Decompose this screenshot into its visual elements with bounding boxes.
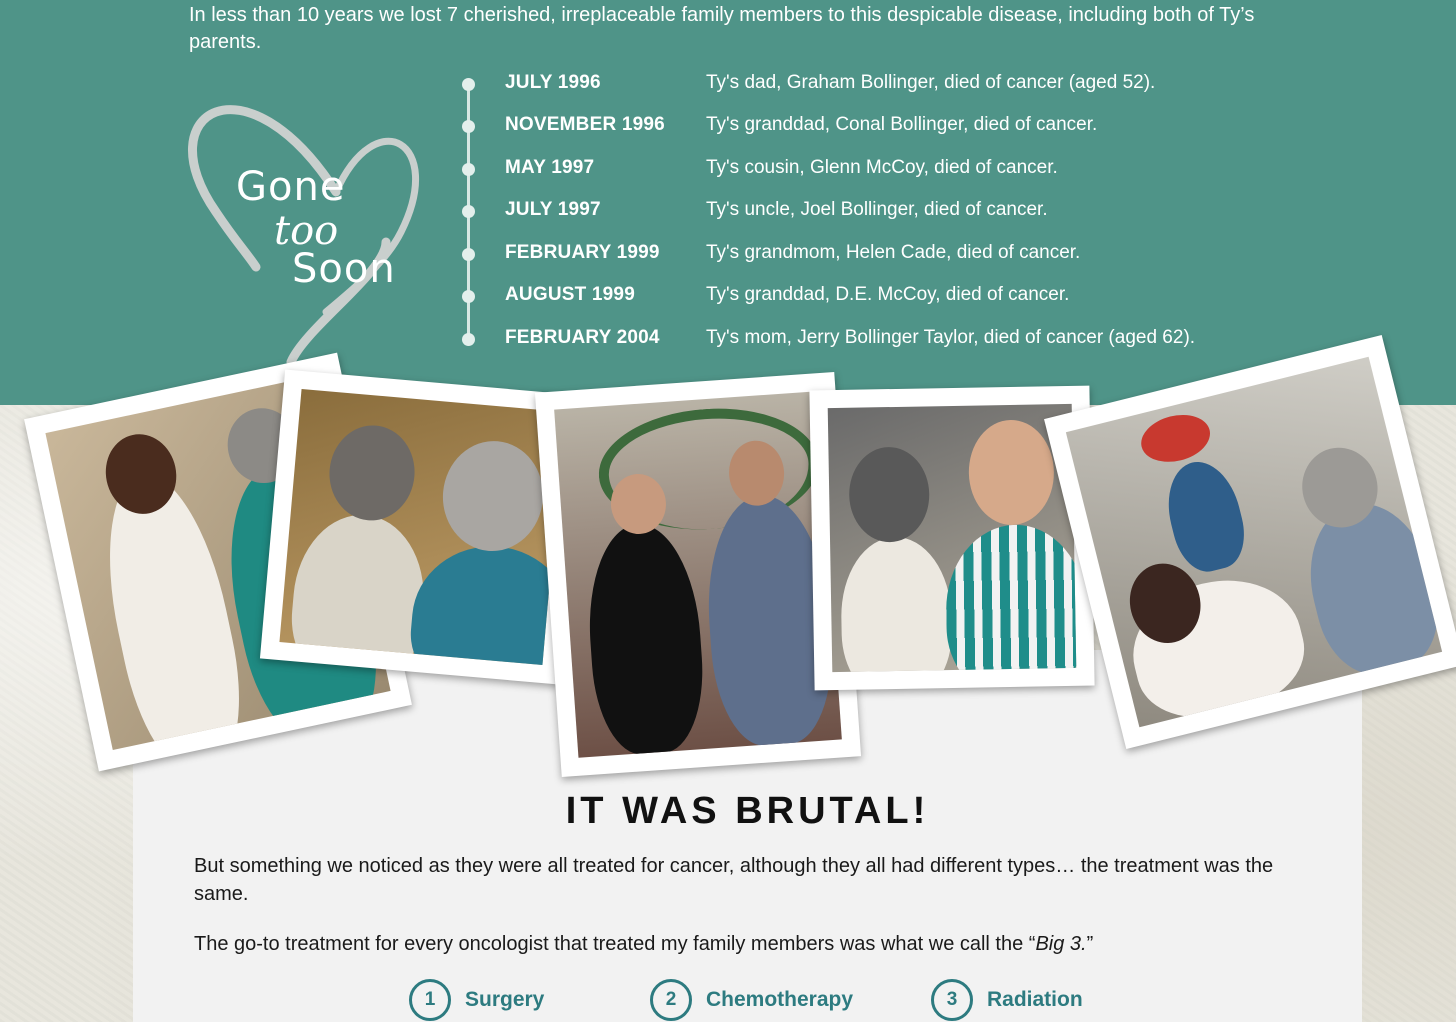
logo-word-too: too	[274, 208, 339, 254]
timeline-date: JULY 1996	[505, 72, 601, 93]
big3-suffix: ”	[1086, 933, 1094, 955]
timeline-description: Ty's granddad, Conal Bollinger, died of cancer.	[706, 114, 1098, 135]
timeline-date: NOVEMBER 1996	[505, 114, 665, 135]
timeline-dot	[462, 248, 475, 261]
timeline-row	[462, 155, 1282, 185]
number-2-icon: 2	[650, 979, 692, 1021]
timeline-dot	[462, 205, 475, 218]
timeline-date: FEBRUARY 2004	[505, 327, 660, 348]
logo-word-soon: Soon	[292, 246, 396, 292]
timeline-description: Ty's cousin, Glenn McCoy, died of cancer.	[706, 157, 1058, 178]
treatment-radiation	[931, 978, 1083, 1022]
timeline-date: JULY 1997	[505, 199, 601, 220]
family-photo-2	[260, 369, 584, 684]
timeline-dot	[462, 333, 475, 346]
number-1-icon: 1	[409, 979, 451, 1021]
timeline-description: Ty's granddad, D.E. McCoy, died of cancer.	[706, 284, 1070, 305]
number-3-icon: 3	[931, 979, 973, 1021]
timeline-dot	[462, 78, 475, 91]
timeline-date: MAY 1997	[505, 157, 595, 178]
timeline-date: FEBRUARY 1999	[505, 242, 660, 263]
timeline-row	[462, 282, 1282, 312]
timeline-description: Ty's uncle, Joel Bollinger, died of cancer.	[706, 199, 1048, 220]
paragraph-big-3	[194, 930, 1294, 958]
big3-emphasis: Big 3.	[1035, 933, 1087, 955]
timeline-date: AUGUST 1999	[505, 284, 635, 305]
timeline-description: Ty's mom, Jerry Bollinger Taylor, died of cancer (aged 62).	[706, 327, 1196, 348]
timeline-description: Ty's grandmom, Helen Cade, died of cancer.	[706, 242, 1081, 263]
gone-too-soon-logo	[186, 72, 436, 372]
section-heading: IT WAS BRUTAL!	[565, 790, 930, 832]
timeline-row	[462, 325, 1282, 355]
treatment-chemotherapy	[650, 978, 853, 1022]
logo-word-gone: Gone	[236, 164, 346, 210]
timeline-row	[462, 240, 1282, 270]
intro-text: In less than 10 years we lost 7 cherished, irreplaceable family members to this despicable disease, including both of Ty’s parents.	[189, 4, 1255, 53]
timeline-dot	[462, 163, 475, 176]
timeline-row	[462, 112, 1282, 142]
treatment-label: Surgery	[465, 988, 545, 1011]
treatment-surgery	[409, 978, 544, 1022]
timeline-dot	[462, 120, 475, 133]
big3-prefix: The go-to treatment for every oncologist that treated my family members was what we call the “	[194, 933, 1036, 955]
treatment-label: Chemotherapy	[706, 988, 854, 1011]
timeline-row	[462, 197, 1282, 227]
timeline-description: Ty's dad, Graham Bollinger, died of cancer (aged 52).	[706, 72, 1156, 93]
treatment-label: Radiation	[987, 988, 1083, 1011]
timeline-row	[462, 70, 1282, 100]
paragraph-treatment-same: But something we noticed as they were all treated for cancer, although they all had different types… the treatment was the same.	[194, 855, 1274, 905]
timeline-dot	[462, 290, 475, 303]
